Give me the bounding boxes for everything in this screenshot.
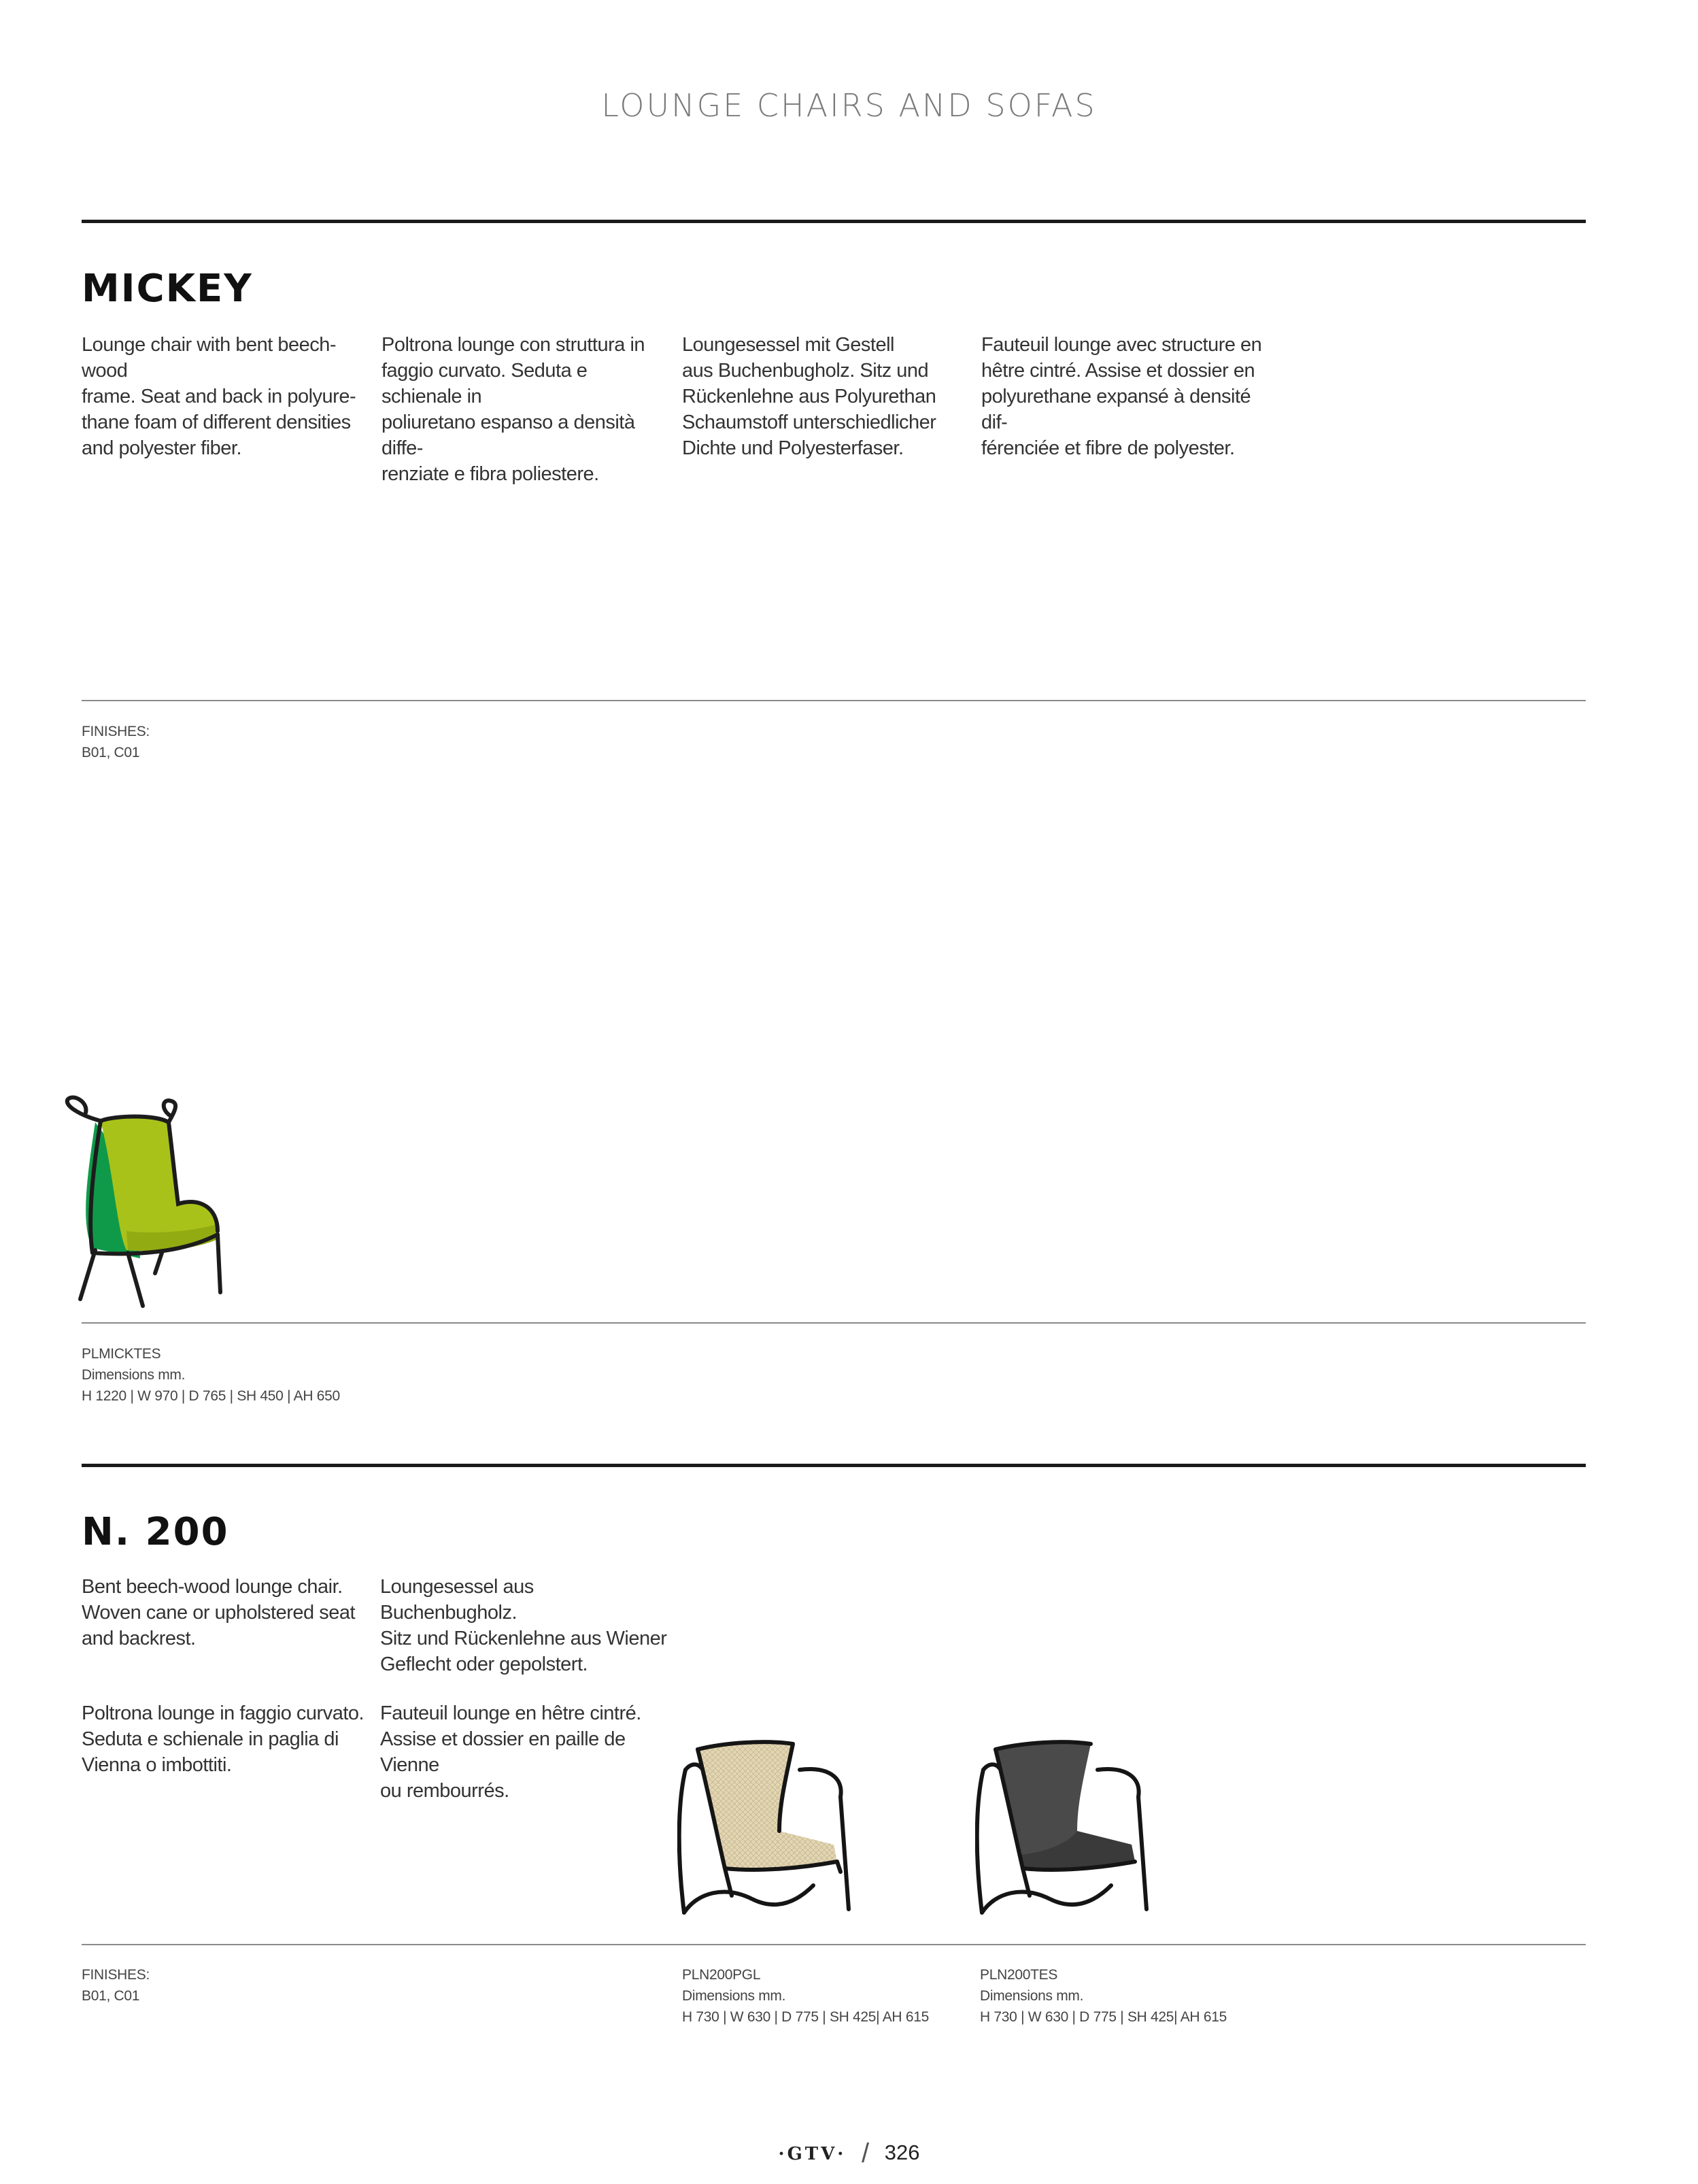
product-info-pln200pgl xyxy=(682,1964,929,2028)
dimensions-value: H 1220 | W 970 | D 765 | SH 450 | AH 650 xyxy=(82,1388,340,1404)
product-code: PLN200PGL xyxy=(682,1967,761,1983)
brand-logo: ·GTV· xyxy=(778,2144,847,2164)
description-de-n200: Loungesessel aus Buchenbugholz. Sitz und Rückenlehne aus Wiener Geflecht oder gepolstert. xyxy=(380,1576,667,1675)
description-de-mickey: Loungesessel mit Gestell aus Buchenbugholz. Sitz und Rückenlehne aus Polyurethan Schaumstoff unterschiedlicher Dichte und Polyesterfaser. xyxy=(682,334,936,459)
mickey-chair-image xyxy=(60,1095,230,1313)
product-title-n200: N. 200 xyxy=(82,1510,229,1554)
dimensions-value: H 730 | W 630 | D 775 | SH 425| AH 615 xyxy=(980,2009,1227,2025)
finishes-n200 xyxy=(82,1964,150,2006)
product-divider-mickey xyxy=(82,1322,1586,1324)
finishes-label: FINISHES: xyxy=(82,724,150,739)
page-number: 326 xyxy=(884,2140,920,2164)
finishes-divider-n200 xyxy=(82,1944,1586,1945)
dimensions-label: Dimensions mm. xyxy=(682,1988,786,2004)
dimensions-label: Dimensions mm. xyxy=(980,1988,1084,2004)
description-en-mickey: Lounge chair with bent beech-wood frame. Seat and back in polyure- thane foam of different densities and polyester fiber. xyxy=(82,334,356,459)
n200-upholstered-chair-image xyxy=(975,1736,1159,1926)
dimensions-label: Dimensions mm. xyxy=(82,1367,186,1383)
description-it-mickey: Poltrona lounge con struttura in faggio curvato. Seduta e schienale in poliuretano espanso a densità diffe- renziate e fibra poliestere. xyxy=(381,334,645,485)
description-fr-mickey: Fauteuil lounge avec structure en hêtre cintré. Assise et dossier en polyurethane expansé à densité dif- férenciée et fibre de polyester. xyxy=(981,334,1262,459)
section-divider-mickey xyxy=(82,220,1586,223)
product-info-pln200tes xyxy=(980,1964,1227,2028)
finishes-value: B01, C01 xyxy=(82,745,140,760)
footer-separator: / xyxy=(861,2138,870,2168)
finishes-divider-mickey xyxy=(82,700,1586,701)
description-it-n200: Poltrona lounge in faggio curvato. Seduta e schienale in paglia di Vienna o imbottiti. xyxy=(82,1702,364,1776)
description-en-n200: Bent beech-wood lounge chair. Woven cane or upholstered seat and backrest. xyxy=(82,1576,356,1649)
page-footer xyxy=(0,2138,1698,2169)
section-title: LOUNGE CHAIRS AND SOFAS xyxy=(601,87,1097,124)
finishes-mickey xyxy=(82,721,150,763)
finishes-value: B01, C01 xyxy=(82,1988,140,2004)
product-code: PLN200TES xyxy=(980,1967,1058,1983)
description-fr-n200: Fauteuil lounge en hêtre cintré. Assise et dossier en paille de Vienne ou rembourrés. xyxy=(380,1702,641,1802)
product-info-plmicktes xyxy=(82,1343,340,1407)
section-divider-n200 xyxy=(82,1464,1586,1467)
finishes-label: FINISHES: xyxy=(82,1967,150,1983)
n200-cane-chair-image xyxy=(677,1736,861,1926)
dimensions-value: H 730 | W 630 | D 775 | SH 425| AH 615 xyxy=(682,2009,929,2025)
product-code: PLMICKTES xyxy=(82,1346,161,1362)
product-title-mickey: MICKEY xyxy=(82,267,253,311)
